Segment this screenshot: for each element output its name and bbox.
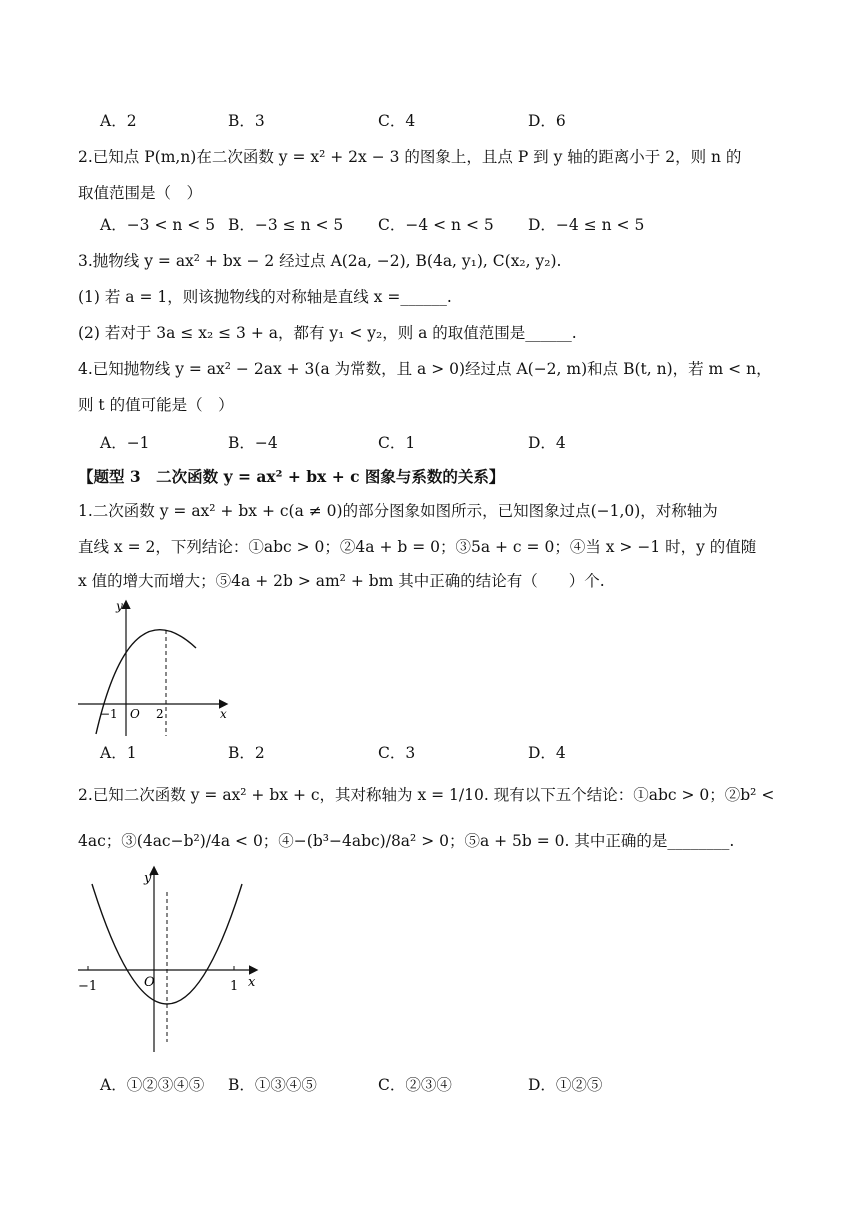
s1-parabola-graph [70,596,240,742]
s1-option-d: D．4 [528,744,566,762]
q4-option-d: D．4 [528,434,566,452]
s2-option-d: D．①②⑤ [528,1076,603,1094]
q2-option-d: D．−4 ≤ n < 5 [528,216,645,234]
s2-stem-line2: 4ac；③(4ac−b²)/4a < 0；④−(b³−4abc)/8a² > 0；⑤a + 5b = 0. 其中正确的是________. [78,832,735,850]
q2-option-c: C．−4 < n < 5 [378,216,494,234]
q4-option-c: C．1 [378,434,416,452]
q1-option-a: A．2 [100,112,137,130]
s1-stem-line2: 直线 x = 2，下列结论：①abc > 0；②4a + b = 0；③5a + c = 0；④当 x > −1 时，y 的值随 [78,538,757,556]
s2-y-label: y [144,871,152,886]
q2-option-b: B．−3 ≤ n < 5 [228,216,344,234]
s2-one-label: 1 [230,979,239,994]
q4-stem-line1: 4.已知抛物线 y = ax² − 2ax + 3(a 为常数，且 a > 0)经过点 A(−2, m)和点 B(t, n)，若 m < n， [78,360,772,378]
s2-option-b: B．①③④⑤ [228,1076,317,1094]
s2-origin-label: O [144,975,155,990]
s2-stem-line1: 2.已知二次函数 y = ax² + bx + c，其对称轴为 x = 1/10. 现有以下五个结论：①abc > 0；②b² < [78,786,775,804]
q3-sub1: (1) 若 a = 1，则该抛物线的对称轴是直线 x =______. [78,288,452,306]
s2-parabola-graph [70,862,270,1058]
q1-option-b: B．3 [228,112,265,130]
s1-stem-line3: x 值的增大而增大；⑤4a + 2b > am² + bm 其中正确的结论有（ ）个. [78,572,605,590]
s1-option-b: B．2 [228,744,265,762]
s1-option-a: A．1 [100,744,137,762]
section-title: 【题型 3 二次函数 y = ax² + bx + c 图象与系数的关系】 [78,467,505,486]
s1-option-c: C．3 [378,744,416,762]
s1-two-label: 2 [156,707,164,721]
s1-x-label: x [220,707,227,721]
s1-origin-label: O [130,707,140,721]
s1-y-label: y [116,599,123,613]
s2-option-c: C．②③④ [378,1076,452,1094]
s2-x-label: x [248,975,256,990]
q4-option-b: B．−4 [228,434,278,452]
s2-minus-one-label: −1 [78,979,98,994]
s1-stem-line1: 1.二次函数 y = ax² + bx + c(a ≠ 0)的部分图象如图所示，已知图象过点(−1,0)，对称轴为 [78,502,718,520]
q4-stem-line2: 则 t 的值可能是（ ） [78,396,234,414]
q1-option-d: D．6 [528,112,566,130]
s1-minus-one-label: −1 [100,707,118,721]
q3-stem: 3.抛物线 y = ax² + bx − 2 经过点 A(2a, −2), B(4a, y₁), C(x₂, y₂). [78,252,562,270]
q2-stem-line2: 取值范围是（ ） [78,184,203,202]
q4-option-a: A．−1 [100,434,150,452]
s2-option-a: A．①②③④⑤ [100,1076,205,1094]
q2-option-a: A．−3 < n < 5 [100,216,216,234]
q3-sub2: (2) 若对于 3a ≤ x₂ ≤ 3 + a，都有 y₁ < y₂，则 a 的取值范围是______. [78,324,577,342]
q1-option-c: C．4 [378,112,416,130]
q2-stem-line1: 2.已知点 P(m,n)在二次函数 y = x² + 2x − 3 的图象上，且点 P 到 y 轴的距离小于 2，则 n 的 [78,148,742,166]
